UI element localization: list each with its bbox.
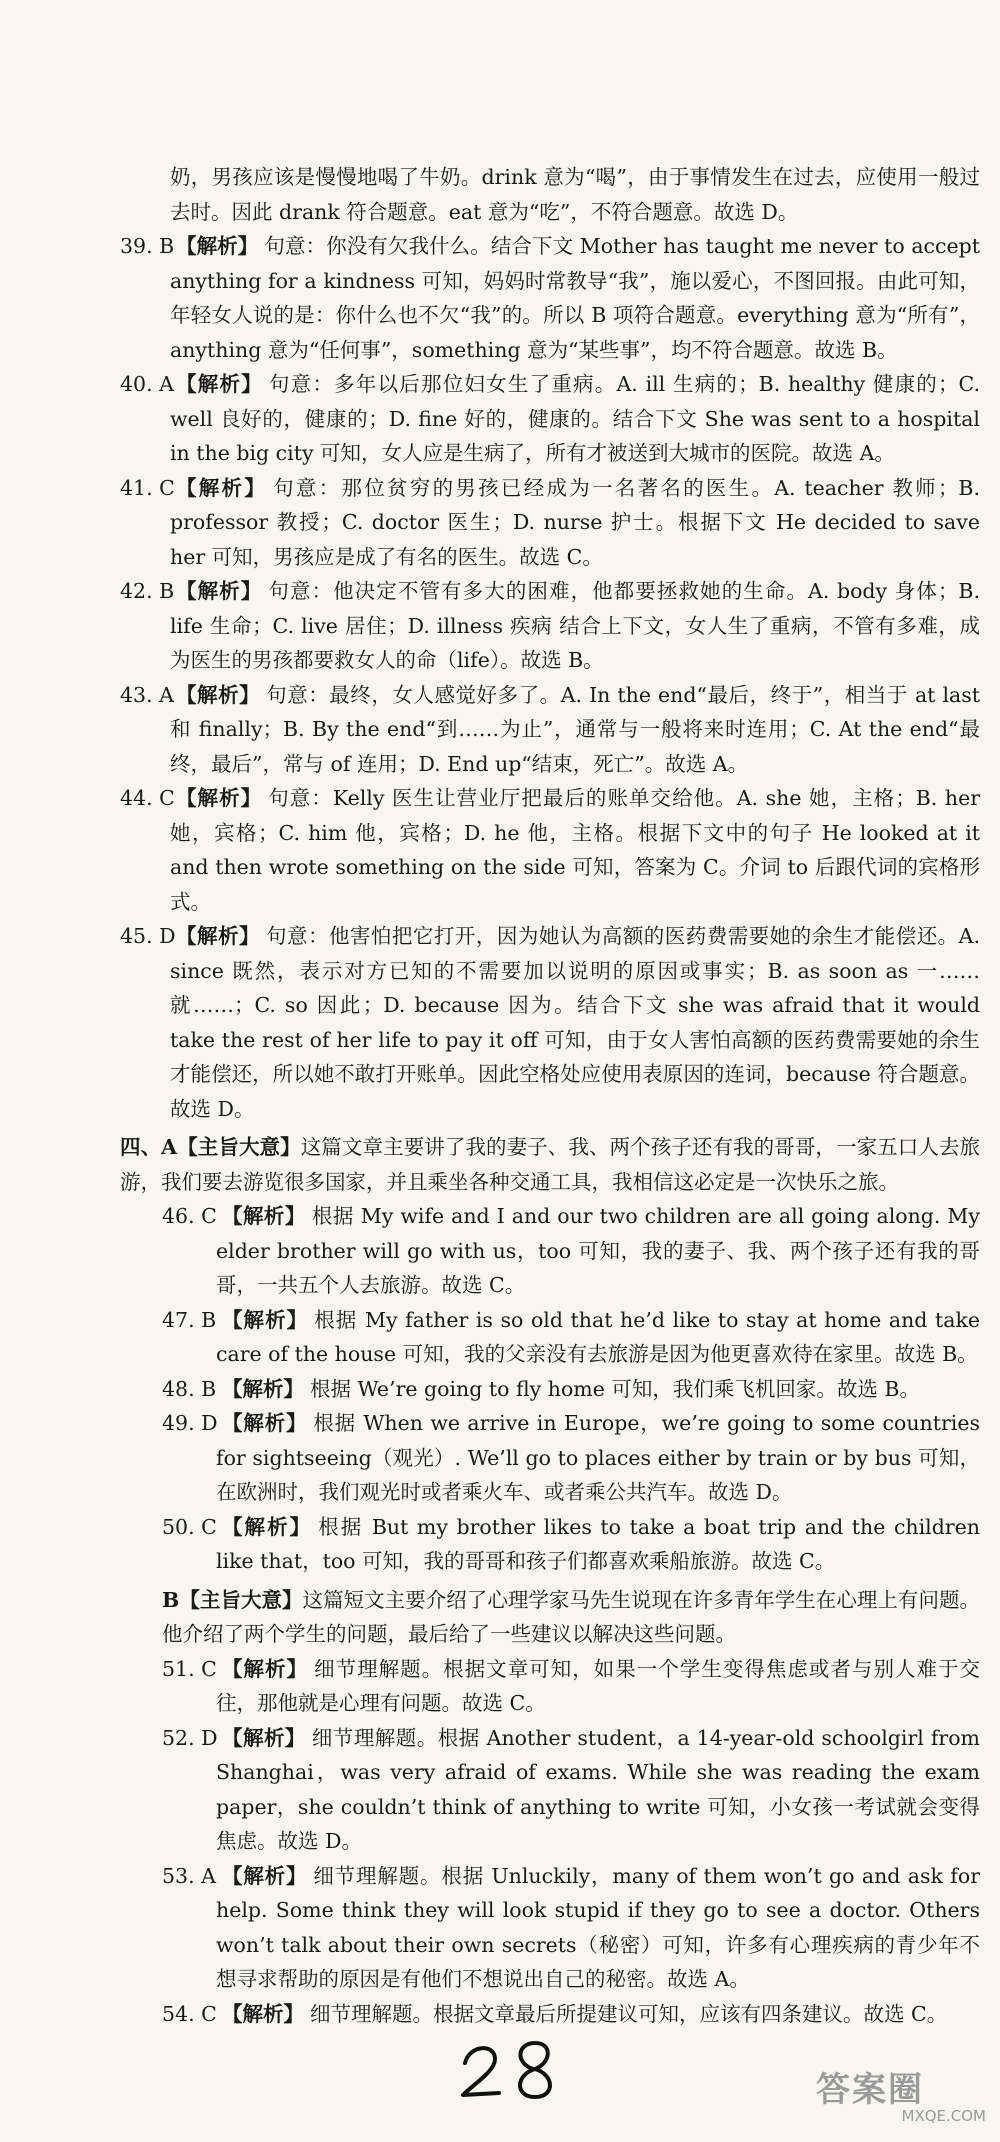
answer-item-46: 46. C 【解析】 根据 My wife and I and our two children are all going along. My elder brother will go with us，too 可知，我的妻子、我、两个孩子还有我的哥哥，一共五个人去旅游。故选 C。 — [162, 1204, 980, 1297]
answer-item-52: 52. D 【解析】 细节理解题。根据 Another student，a 14-year-old schoolgirl from Shanghai，was very afraid of exams. While she was reading the exam paper，she couldn’t think of anything to write 可知，小女孩一考试就会变得焦虑。故选 D。 — [162, 1725, 980, 1853]
handwritten-page-number — [455, 2035, 575, 2105]
items-39-45 — [120, 229, 980, 1126]
section-b-summary: B【主旨大意】这篇短文主要介绍了心理学家马先生说现在许多青年学生在心理上有问题。他介绍了两个学生的问题，最后给了一些建议以解决这些问题。 — [162, 1587, 981, 1646]
answer-item-50: 50. C 【解析】 根据 But my brother likes to take a boat trip and the children like that，too 可知，我的哥哥和孩子们都喜欢乘船旅游。故选 C。 — [162, 1514, 980, 1573]
watermark — [816, 2062, 986, 2132]
items-46-50 — [120, 1199, 980, 1579]
answer-explanations — [120, 160, 980, 2031]
answer-item-45: 45. D 【解析】 句意：他害怕把它打开，因为她认为高额的医药费需要她的余生才能偿还。A. since 既然，表示对方已知的不需要加以说明的原因或事实；B. as soon as 一……就……；C. so 因此；D. because 因为。结合下文 she was afraid that it would take the rest of her life to pay it off 可知，由于女人害怕高额的医药费需要她的余生才能偿还，所以她不敢打开账单。因此空格处应使用表原因的连词，because 符合题意。故选 D。 — [120, 924, 980, 1121]
answer-item-51: 51. C 【解析】 细节理解题。根据文章可知，如果一个学生变得焦虑或者与别人难于交往，那他就是心理有问题。故选 C。 — [162, 1656, 981, 1715]
answer-item-40: 40. A 【解析】 句意：多年以后那位妇女生了重病。A. ill 生病的；B. healthy 健康的；C. well 良好的，健康的；D. fine 好的，健康的。结合下文 She was sent to a hospital in the big city 可知，女人应是生病了，所有才被送到大城市的医院。故选 A。 — [120, 372, 980, 465]
watermark-logo: 答案圈 — [816, 2070, 924, 2110]
answer-item-44: 44. C 【解析】 句意：Kelly 医生让营业厅把最后的账单交给他。A. she 她，主格；B. her 她，宾格；C. him 他，宾格；D. he 他，主格。根据下文中的句子 He looked at it and then wrote something on the side 可知，答案为 C。介词 to 后跟代词的宾格形式。 — [120, 786, 980, 914]
answer-item-47: 47. B 【解析】 根据 My father is so old that he’d like to stay at home and take care of the house 可知，我的父亲没有去旅游是因为他更喜欢待在家里。故选 B。 — [162, 1307, 981, 1366]
answer-item-43: 43. A 【解析】 句意：最终，女人感觉好多了。A. In the end“最后，终于”，相当于 at last 和 finally；B. By the end“到……为止”，通常与一般将来时连用；C. At the end“最终，最后”，常与 of 连用；D. End up“结束，死亡”。故选 A。 — [120, 682, 980, 776]
answer-item-49: 49. D 【解析】 根据 When we arrive in Europe，we’re going to some countries for sightseeing（观光）. We’ll go to places either by train or by bus 可知，在欧洲时，我们观光时或者乘火车、或者乘公共汽车。故选 D。 — [162, 1411, 981, 1504]
continued-paragraph: 奶，男孩应该是慢慢地喝了牛奶。drink 意为“喝”，由于事情发生在过去，应使用一般过去时。因此 drank 符合题意。eat 意为“吃”，不符合题意。故选 D。 — [170, 165, 980, 224]
answer-item-53: 53. A 【解析】 细节理解题。根据 Unluckily，many of them won’t go and ask for help. Some think they will look stupid if they go to see a doctor. Others won’t talk about their own secrets（秘密）可知，许多有心理疾病的青少年不想寻求帮助的原因是有他们不想说出自己的秘密。故选 A。 — [162, 1863, 980, 1991]
answer-item-48: 48. B 【解析】 根据 We’re going to fly home 可知，我们乘飞机回家。故选 B。 — [162, 1376, 920, 1401]
section-four-summary: 四、A【主旨大意】这篇文章主要讲了我的妻子、我、两个孩子还有我的哥哥，一家五口人去旅游，我们要去游览很多国家，并且乘坐各种交通工具，我相信这必定是一次快乐之旅。 — [120, 1135, 981, 1194]
watermark-url: MXQE.COM — [901, 2107, 986, 2125]
answer-item-42: 42. B 【解析】 句意：他决定不管有多大的困难，他都要拯救她的生命。A. body 身体；B. life 生命；C. live 居住；D. illness 疾病 结合上下文，女人生了重病，不管有多难，成为医生的男孩都要救女人的命（life）。故选 B。 — [120, 579, 981, 672]
answer-item-54: 54. C 【解析】 细节理解题。根据文章最后所提建议可知，应该有四条建议。故选 C。 — [162, 2001, 948, 2026]
answer-item-41: 41. C 【解析】 句意：那位贫穷的男孩已经成为一名著名的医生。A. teacher 教师；B. professor 教授；C. doctor 医生；D. nurse 护士。根据下文 He decided to save her 可知，男孩应是成了有名的医生。故选 C。 — [120, 475, 981, 569]
answer-item-39: 39. B 【解析】 句意：你没有欠我什么。结合下文 Mother has taught me never to accept anything for a kindness 可知，妈妈时常教导“我”，施以爱心，不图回报。由此可知，年轻女人说的是：你什么也不欠“我”的。所以 B 项符合题意。everything 意为“所有”，anything 意为“任何事”，something 意为“某些事”，均不符合题意。故选 B。 — [120, 234, 980, 362]
items-51-54 — [120, 1652, 980, 2032]
